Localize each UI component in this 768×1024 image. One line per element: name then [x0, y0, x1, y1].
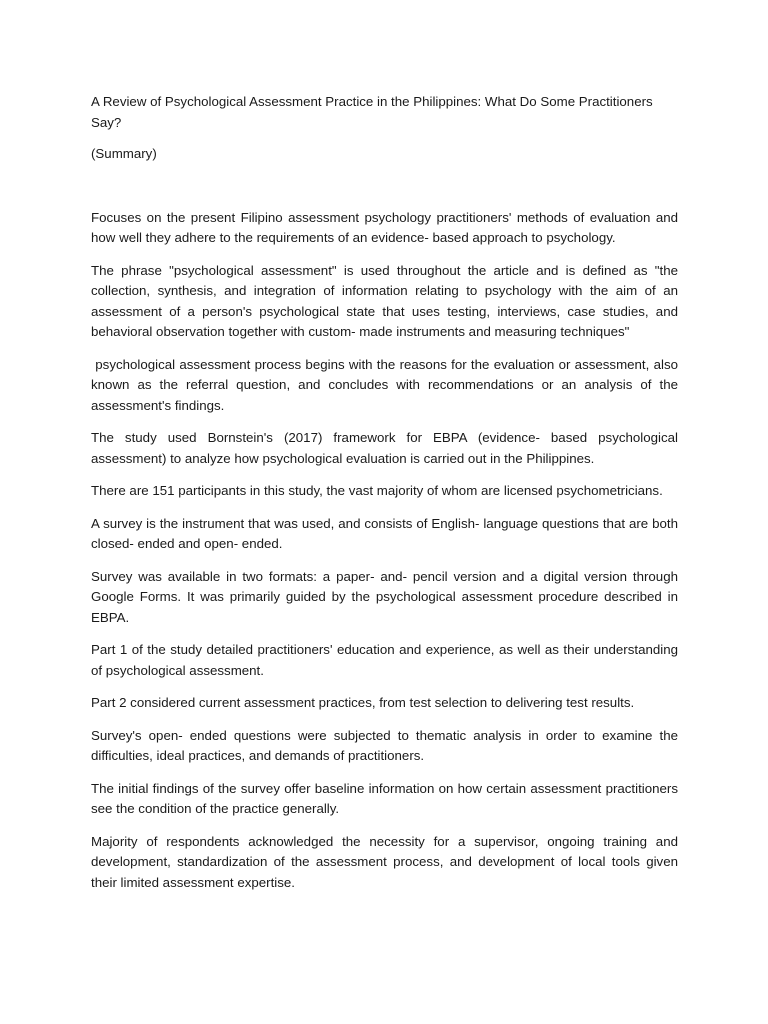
paragraph-majority: Majority of respondents acknowledged the necessity for a supervisor, ongoing training and development, standardization of the assessment process, and development of local tools given their limited assessment expertise.	[91, 833, 678, 890]
document-title: A Review of Psychological Assessment Practice in the Philippines: What Do Some Practitioners Say?	[91, 94, 653, 130]
paragraph-initial-findings: The initial findings of the survey offer baseline information on how certain assessment practitioners see the condition of the practice generally.	[91, 780, 678, 816]
document-subtitle: (Summary)	[91, 146, 157, 161]
paragraph-instrument: A survey is the instrument that was used, and consists of English- language questions that are both closed- ended and open- ended.	[91, 515, 678, 551]
paragraph-framework: The study used Bornstein's (2017) framework for EBPA (evidence- based psychological assessment) to analyze how psychological evaluation is carried out in the Philippines.	[91, 430, 678, 466]
paragraph-formats: Survey was available in two formats: a paper- and- pencil version and a digital version through Google Forms. It was primarily guided by the psychological assessment procedure described in EBPA.	[91, 568, 678, 625]
paragraph-definition: The phrase "psychological assessment" is used throughout the article and is defined as "the collection, synthesis, and integration of information relating to psychology with the aim of an assessment of a person's psychological state that uses testing, interviews, case studies, and behavioral observation together with custom- made instruments and measuring techniques"	[91, 262, 678, 339]
paragraph-thematic-analysis: Survey's open- ended questions were subjected to thematic analysis in order to examine the difficulties, ideal practices, and demands of practitioners.	[91, 727, 678, 763]
paragraph-participants: There are 151 participants in this study, the vast majority of whom are licensed psychometricians.	[91, 483, 663, 498]
paragraph-process: psychological assessment process begins with the reasons for the evaluation or assessment, also known as the referral question, and concludes with recommendations or an analysis of the assessment's findings.	[91, 356, 682, 413]
paragraph-part-2: Part 2 considered current assessment practices, from test selection to delivering test results.	[91, 695, 635, 710]
document-page	[91, 92, 682, 905]
paragraph-focus: Focuses on the present Filipino assessment psychology practitioners' methods of evaluation and how well they adhere to the requirements of an evidence- based approach to psychology.	[91, 209, 678, 245]
paragraph-part-1: Part 1 of the study detailed practitioners' education and experience, as well as their understanding of psychological assessment.	[91, 642, 678, 678]
